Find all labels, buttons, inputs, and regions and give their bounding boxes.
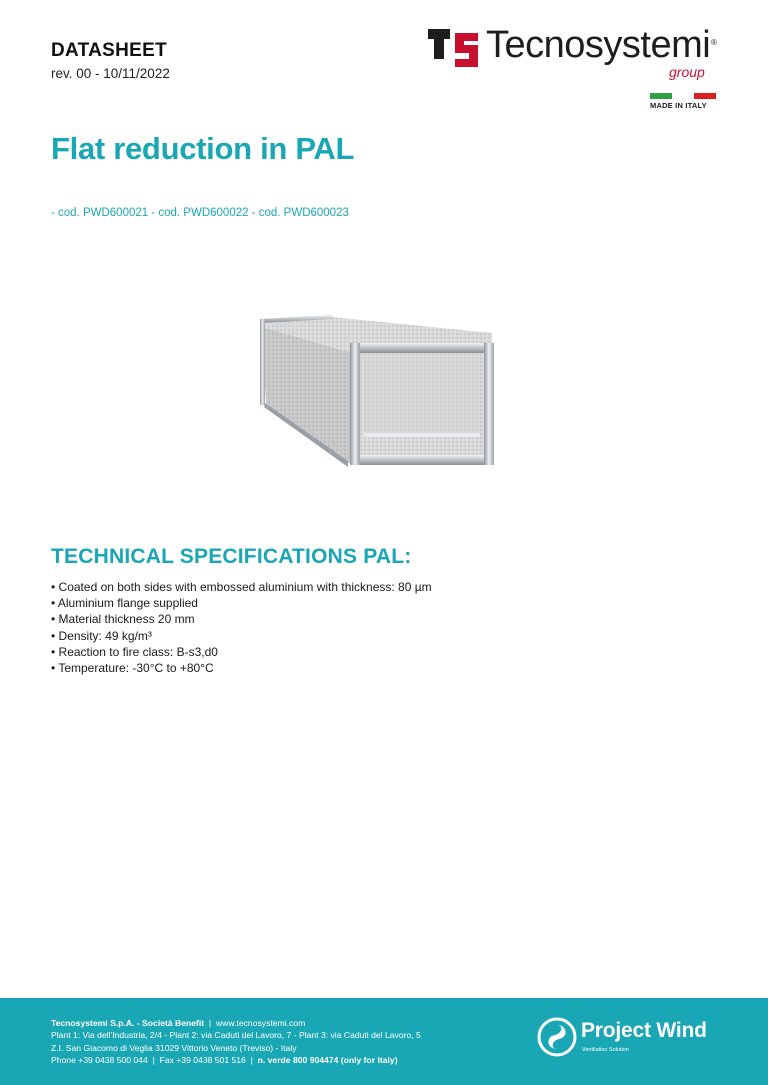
footer-contacts: Tecnosystemi S.p.A. - Società Benefit | www.tecnosystemi.com Plant 1: Via dell'Industria, 2/4 - Plant 2: via Caduti del Lavoro, 7 - Plant 3: via Caduti del Lavoro, 5 Z.I. San Giacomo di Veglia 31029 Vittorio Veneto (Treviso) - Italy Phone +39 0438 500 044 | Fax +39 0438 501 516 | n. verde 800 904474 (only for Italy) [51, 1018, 421, 1066]
tecnosystemi-mark-icon [428, 29, 480, 69]
phone-number: Phone +39 0438 500 044 [51, 1055, 148, 1066]
website-link[interactable]: www.tecnosystemi.com [215, 1018, 306, 1028]
italy-flag-icon [650, 93, 716, 99]
specs-list [51, 579, 432, 676]
project-wind-swirl-icon [537, 1017, 577, 1057]
plants-address: Plant 1: Via dell'Industria, 2/4 - Plant 2: via Caduti del Lavoro, 7 - Plant 3: via Caduti del Lavoro, 5 [51, 1030, 421, 1041]
company-name: Tecnosystemi S.p.A. - Società Benefit [51, 1018, 205, 1028]
doc-type: DATASHEET [51, 40, 167, 61]
footer [0, 998, 768, 1085]
spec-item: • Coated on both sides with embossed aluminium with thickness: 80 µm [51, 579, 432, 595]
toll-free-number: n. verde 800 904474 (only for Italy) [257, 1055, 398, 1066]
company-address: Z.I. San Giacomo di Veglia 31029 Vittorio Veneto (Treviso) - Italy [51, 1042, 297, 1053]
project-wind-name: Project Wind [581, 1019, 707, 1042]
spec-item: • Aluminium flange supplied [51, 595, 432, 611]
brand-name: Tecnosystemi [486, 24, 711, 66]
spec-item: • Temperature: -30°C to +80°C [51, 660, 432, 676]
specs-title: TECHNICAL SPECIFICATIONS PAL: [51, 545, 412, 568]
project-wind-tagline: Ventilation Solution [582, 1047, 629, 1053]
page-title: Flat reduction in PAL [51, 131, 355, 166]
duct-reduction-image [252, 305, 504, 475]
product-codes: - cod. PWD600021 - cod. PWD600022 - cod. PWD600023 [51, 207, 349, 219]
header-block [51, 40, 170, 81]
fax-number: Fax +39 0438 501 516 [159, 1055, 246, 1066]
tecnosystemi-logo [428, 26, 728, 116]
spec-item: • Density: 49 kg/m³ [51, 628, 432, 644]
revision-date: rev. 00 - 10/11/2022 [51, 66, 170, 81]
made-in-italy: MADE IN ITALY [650, 101, 707, 110]
spec-item: • Material thickness 20 mm [51, 611, 432, 627]
registered-mark: ® [711, 38, 717, 47]
brand-group: group [669, 64, 705, 80]
project-wind-logo [537, 1017, 737, 1062]
product-image [252, 305, 504, 475]
spec-item: • Reaction to fire class: B-s3,d0 [51, 644, 432, 660]
